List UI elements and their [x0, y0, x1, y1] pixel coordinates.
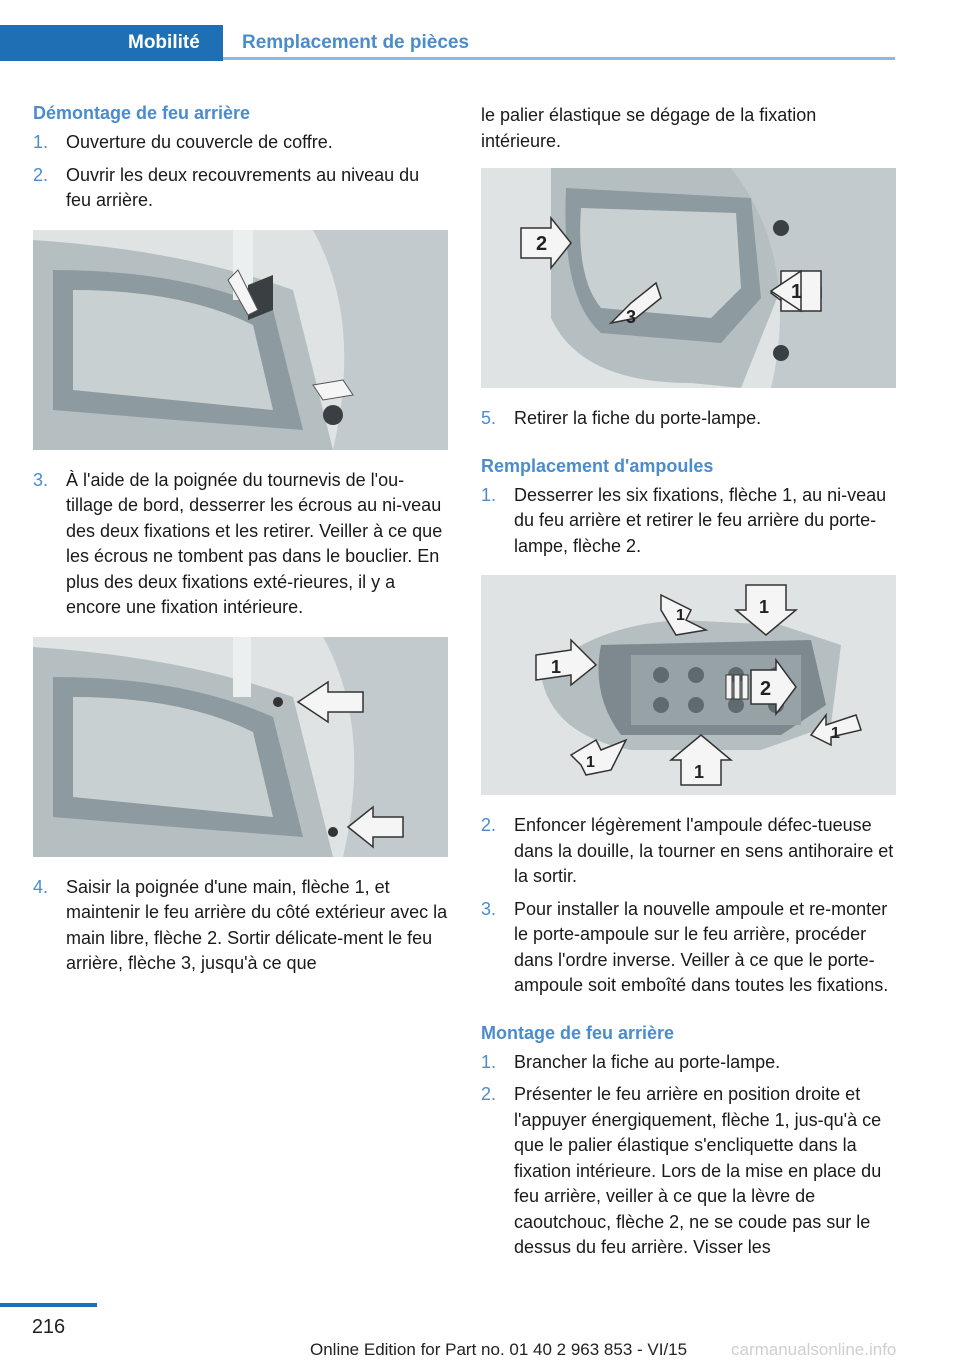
watermark: carmanualsonline.info [731, 1340, 897, 1359]
footer-rule [0, 1303, 97, 1307]
arrow-label: 1 [676, 607, 685, 624]
step-number: 2. [33, 164, 49, 185]
arrow-label: 2 [760, 678, 772, 700]
step-continuation: le palier élastique se dégage de la fixation intérieure. [481, 105, 817, 151]
section-title: Remplacement de pièces [242, 32, 470, 53]
arrow-label: 1 [831, 725, 840, 742]
heading-removal: Démontage de feu arrière [33, 103, 251, 123]
step-text: À l'aide de la poignée du tournevis de l'ou‐tillage de bord, desserrer les écrous au ni‐veau des deux fixations et les retirer. Veiller à ce que les écrous ne tombent pas dans le bouclier. En plus des deux fixations exté‐rieures, il y a encore une fixation intérieure. [66, 469, 443, 617]
step-number: 3. [33, 469, 49, 490]
step-number: 1. [481, 1051, 497, 1072]
step-text: Saisir la poignée d'une main, flèche 1, et maintenir le feu arrière du côté extérieur avec la main libre, flèche 2. Sortir délicate‐ment le feu arrière, flèche 3, jusqu'à ce que [66, 876, 448, 973]
step-item [481, 483, 896, 560]
step-text: Brancher la fiche au porte-lampe. [514, 1051, 781, 1072]
left-column [33, 100, 448, 984]
step-item [33, 875, 448, 977]
step-item [33, 130, 448, 156]
arrow-label: 2 [536, 233, 548, 255]
illustration-remove-light [481, 168, 896, 388]
arrow-label: 1 [586, 754, 595, 771]
step-text: Pour installer la nouvelle ampoule et re‐monter le porte-ampoule sur le feu arrière, procéder dans l'ordre inverse. Veiller à ce que le porte-ampoule soit emboîté dans toutes les fixations. [514, 898, 889, 995]
step-number: 4. [33, 876, 49, 897]
step-item [481, 1082, 896, 1261]
step-item [33, 468, 448, 621]
step-item [481, 813, 896, 890]
step-number: 1. [481, 484, 497, 505]
step-number: 5. [481, 408, 497, 428]
step-item [33, 163, 448, 214]
step-number: 1. [33, 132, 49, 152]
step-item [481, 1050, 896, 1076]
page-number: 216 [31, 1316, 66, 1338]
arrow-label: 1 [694, 762, 705, 782]
step-text: Enfoncer légèrement l'ampoule défec‐tueuse dans la douille, la tourner en sens antihoraire et la sortir. [514, 815, 894, 886]
illustration-bulb-holder [481, 575, 896, 795]
arrow-label: 1 [759, 597, 770, 617]
step-text: Desserrer les six fixations, flèche 1, au ni‐veau du feu arrière et retirer le feu arrière du porte-lampe, flèche 2. [514, 484, 887, 556]
heading-installation: Montage de feu arrière [481, 1022, 675, 1043]
step-text: Présenter le feu arrière en position droite et l'appuyer énergiquement, flèche 1, jus‐qu'à ce que le palier élastique s'encliquette dans la fixation intérieure. Lors de la mise en place du feu arrière, veiller à ce que la lèvre de caoutchouc, flèche 2, ne se coude pas sur le dessus du feu arrière. Visser les [514, 1084, 882, 1257]
step-text: Retirer la fiche du porte-lampe. [514, 408, 762, 428]
arrow-label: 3 [626, 307, 637, 327]
chapter-title: Mobilité [128, 32, 200, 53]
right-column [481, 103, 896, 1268]
illustration-fixations [33, 637, 448, 857]
step-text: Ouverture du couvercle de coffre. [66, 132, 333, 152]
step-item [481, 897, 896, 999]
step-number: 2. [481, 1084, 497, 1104]
edition-note: Online Edition for Part no. 01 40 2 963 853 - VI/15 [310, 1340, 688, 1359]
step-item [481, 406, 896, 432]
arrow-label: 1 [791, 281, 803, 303]
illustration-covers [33, 230, 448, 450]
chapter-header [0, 25, 895, 61]
step-text: Ouvrir les deux recouvrements au niveau du feu arrière. [66, 164, 420, 210]
heading-bulb-replacement: Remplacement d'ampoules [481, 455, 714, 476]
step-number: 3. [481, 898, 497, 919]
arrow-label: 1 [551, 657, 562, 677]
step-number: 2. [481, 815, 497, 835]
